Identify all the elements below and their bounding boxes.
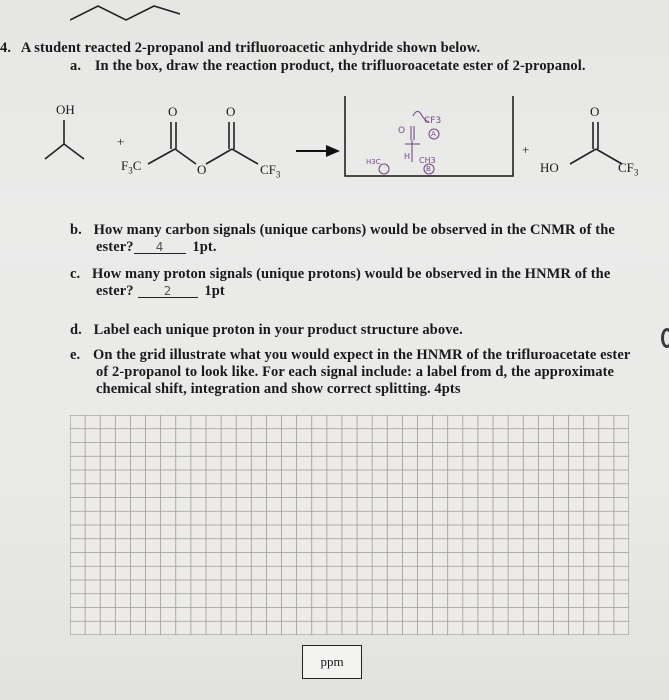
cf3-label-1: $CF_3$ [260, 162, 281, 180]
part-c-points: 1pt [204, 283, 225, 299]
handwritten-label-b: B [426, 165, 431, 173]
cf3-label-2: $CF_3$ [618, 160, 639, 178]
carbonyl-o-label-3: O [590, 104, 600, 119]
oh-label: OH [56, 102, 75, 117]
handwritten-h: H [404, 152, 411, 161]
part-a [70, 58, 586, 75]
handwritten-ch3: CH3 [419, 156, 436, 165]
part-a-text: In the box, draw the reaction product, the trifluoroacetate ester of 2-propanol. [94, 58, 586, 74]
part-b [70, 222, 615, 239]
question-number: 4. [0, 40, 12, 56]
part-d [70, 322, 463, 339]
part-a-letter: a. [70, 58, 82, 74]
part-c-ester-label: ester? [96, 283, 134, 299]
part-d-text: Label each unique proton in your product structure above. [93, 322, 463, 338]
part-d-letter: d. [70, 322, 82, 338]
part-c-answer-line [96, 283, 225, 300]
part-b-line1: How many carbon signals (unique carbons) would be observed in the CNMR of the [93, 222, 615, 238]
trifluoroacetic-acid-structure [570, 122, 622, 164]
f3c-label: $F_3C$ [121, 158, 142, 176]
bridging-o-label: O [197, 162, 207, 177]
question-intro [0, 40, 480, 57]
reaction-scheme-drawing [0, 96, 669, 186]
plus-sign-1: + [117, 134, 125, 149]
part-e-letter: e. [70, 347, 81, 363]
part-b-points: 1pt. [192, 239, 217, 255]
part-b-ester-label: ester? [96, 239, 134, 255]
part-b-answer-line [96, 239, 217, 256]
ho-label: HO [540, 160, 559, 175]
previous-structure-fragment [70, 0, 180, 22]
reaction-scheme [0, 96, 669, 186]
handwritten-o: O [398, 126, 406, 136]
part-e-line3: chemical shift, integration and show correct splitting. 4pts [96, 381, 461, 397]
part-b-letter: b. [70, 222, 82, 238]
proton-signals-answer[interactable]: 2 [138, 283, 198, 298]
hnmr-grid[interactable] [70, 415, 629, 635]
part-e-line2: of 2-propanol to look like. For each signal include: a label from d, the approximate [96, 364, 615, 380]
handwritten-h3c: H3C [366, 158, 381, 166]
ppm-axis-label-box [302, 645, 362, 679]
part-c-line1: How many proton signals (unique protons) would be observed in the HNMR of the [92, 266, 611, 282]
ppm-label: ppm [320, 654, 344, 669]
plus-sign-2: + [522, 142, 530, 157]
handwritten-cf3: CF3 [424, 116, 442, 126]
part-c-letter: c. [70, 266, 81, 282]
handwritten-label-a: A [431, 130, 436, 138]
binder-ring-shadow [654, 328, 669, 348]
part-e [70, 347, 630, 364]
carbon-signals-answer[interactable]: 4 [134, 239, 186, 254]
isopropanol-structure [45, 120, 84, 159]
part-c [70, 266, 610, 283]
part-e-line1: On the grid illustrate what you would expect in the HNMR of the trifluroacetate ester [93, 347, 631, 363]
anhydride-structure [148, 122, 258, 164]
reaction-arrow [296, 145, 340, 157]
carbonyl-o-label-2: O [226, 104, 236, 119]
question-intro-text: A student reacted 2-propanol and trifluoroacetic anhydride shown below. [20, 40, 481, 56]
carbonyl-o-label-1: O [168, 104, 178, 119]
